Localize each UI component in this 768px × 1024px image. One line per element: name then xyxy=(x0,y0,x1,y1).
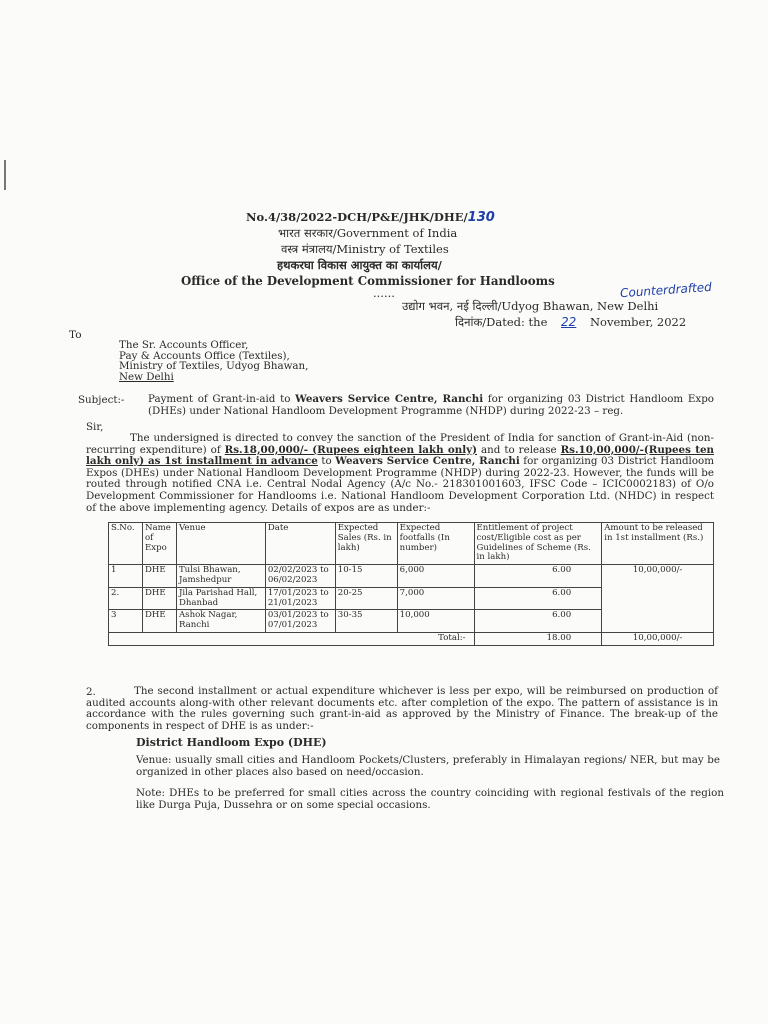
venue-paragraph: Venue: usually small cities and Handloom Pockets/Clusters, preferably in Himalayan regions/ NER, but may be organized in other places also based on need/occasion. xyxy=(136,754,720,778)
handwritten-signature: Counterdrafted xyxy=(619,279,713,301)
total-label: Total:- xyxy=(109,632,475,645)
ministry-line: वस्त्र मंत्रालय/Ministry of Textiles xyxy=(281,242,449,256)
address-line: उद्योग भवन, नई दिल्ली/Udyog Bhawan, New Delhi xyxy=(402,299,659,313)
cell-entitlement: 6.00 xyxy=(474,587,602,610)
header-sales: Expected Sales (Rs. in lakh) xyxy=(335,523,397,565)
cell-venue: Jila Parishad Hall, Dhanbad xyxy=(176,587,265,610)
cell-footfalls: 10,000 xyxy=(397,610,474,633)
cell-date: 02/02/2023 to 06/02/2023 xyxy=(265,565,335,588)
cell-name: DHE xyxy=(142,565,176,588)
cell-sales: 10-15 xyxy=(335,565,397,588)
cell-venue: Tulsi Bhawan, Jamshedpur xyxy=(176,565,265,588)
sanction-paragraph: The undersigned is directed to convey the sanction of the President of India for sanction of Grant-in-Aid (non-recurring expenditure) of Rs.18,00,000/- (Rupees eighteen lakh only) and to release Rs.10,00,000/-(Rupees ten lakh only) as 1st installment in advance to Weavers Service Centre, Ranchi for organizing 03 District Handloom Expos (DHEs) under National Handloom Development Programme (NHDP) during 2022-23. However, the funds will be routed through notified CNA i.e. Central Nodal Agency (A/c No.- 218301001603, IFSC Code – ICIC0002183) of O/o Development Commissioner for Handlooms i.e. National Handloom Development Corporation Ltd. (NHDC) in respect of the above implementing agency. Details of expos are as under:- xyxy=(86,432,715,514)
subject-text: Payment of Grant-in-aid to Weavers Service Centre, Ranchi for organizing 03 District Handloom Expo (DHEs) under National Handloom Development Programme (NHDP) during 2022-23 – reg. xyxy=(148,393,714,417)
cell-venue: Ashok Nagar, Ranchi xyxy=(176,610,265,633)
table-header-row xyxy=(109,523,714,565)
addressee-line: Ministry of Textiles, Udyog Bhawan, xyxy=(119,360,309,372)
cell-footfalls: 6,000 xyxy=(397,565,474,588)
reference-number: No.4/38/2022-DCH/P&E/JHK/DHE/130 xyxy=(246,210,495,225)
cell-sales: 20-25 xyxy=(335,587,397,610)
cell-name: DHE xyxy=(142,587,176,610)
cell-sales: 30-35 xyxy=(335,610,397,633)
total-release: 10,00,000/- xyxy=(602,632,714,645)
cell-sno: 1 xyxy=(109,565,143,588)
header-entitlement: Entitlement of project cost/Eligible cost as per Guidelines of Scheme (Rs. in lakh) xyxy=(474,523,602,565)
addressee-block xyxy=(119,340,308,382)
table-row xyxy=(109,565,714,588)
office-english: Office of the Development Commissioner for Handlooms xyxy=(181,274,555,288)
reimbursement-paragraph: The second installment or actual expenditure whichever is less per expo, will be reimbursed on production of audited accounts along-with other relevant documents etc. after completion of the expo. The pattern of assistance is in accordance with the rules governing such grant-in-aid as approved by the Ministry of Finance. The break-up of the components in respect of DHE is as under:- xyxy=(86,685,718,732)
cell-entitlement: 6.00 xyxy=(474,610,602,633)
table-total-row xyxy=(109,632,714,645)
header-date: Date xyxy=(265,523,335,565)
addressee-line: Pay & Accounts Office (Textiles), xyxy=(119,349,290,362)
govt-line: भारत सरकार/Government of India xyxy=(278,226,458,240)
header-sno: S.No. xyxy=(109,523,143,565)
cell-sno: 2. xyxy=(109,587,143,610)
note-paragraph: Note: DHEs to be preferred for small cities across the country coinciding with regional festivals of the region like Durga Puja, Dussehra or on some special occasions. xyxy=(136,787,724,811)
office-hindi: हथकरघा विकास आयुक्त का कार्यालय/ xyxy=(277,258,442,272)
to-label: To xyxy=(69,329,82,341)
cell-entitlement: 6.00 xyxy=(474,565,602,588)
salutation: Sir, xyxy=(86,421,104,433)
date-line: दिनांक/Dated: the 22 November, 2022 xyxy=(455,315,687,329)
cell-name: DHE xyxy=(142,610,176,633)
addressee-line: New Delhi xyxy=(119,370,174,383)
cell-release-amount: 10,00,000/- xyxy=(602,565,714,633)
expo-details-table xyxy=(108,522,714,646)
cell-date: 03/01/2023 to 07/01/2023 xyxy=(265,610,335,633)
header-name: Name of Expo xyxy=(142,523,176,565)
section-heading: District Handloom Expo (DHE) xyxy=(136,736,327,749)
subject-label: Subject:- xyxy=(78,394,125,406)
para2-number: 2. xyxy=(86,686,96,698)
dots: ...... xyxy=(373,286,395,300)
addressee-line: The Sr. Accounts Officer, xyxy=(119,339,249,351)
scan-edge-mark xyxy=(4,160,6,190)
cell-sno: 3 xyxy=(109,610,143,633)
cell-footfalls: 7,000 xyxy=(397,587,474,610)
total-entitlement: 18.00 xyxy=(474,632,602,645)
header-venue: Venue xyxy=(176,523,265,565)
cell-date: 17/01/2023 to 21/01/2023 xyxy=(265,587,335,610)
header-release-amount: Amount to be released in 1st installment (Rs.) xyxy=(602,523,714,565)
header-footfalls: Expected footfalls (In number) xyxy=(397,523,474,565)
